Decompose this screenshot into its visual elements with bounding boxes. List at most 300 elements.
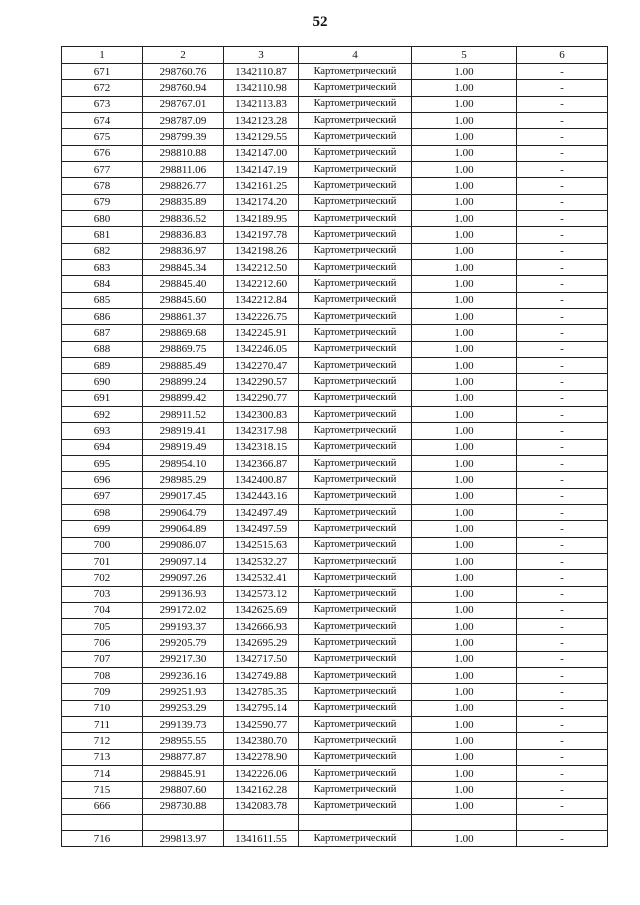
note-cell: -: [517, 782, 608, 798]
point-number-cell: 707: [62, 651, 143, 667]
x-coordinate-cell: 298811.06: [143, 161, 224, 177]
y-coordinate-cell: 1342083.78: [224, 798, 299, 814]
accuracy-cell: 1.00: [412, 798, 517, 814]
table-row: [62, 178, 608, 194]
point-number-cell: 700: [62, 537, 143, 553]
x-coordinate-cell: 299253.29: [143, 700, 224, 716]
y-coordinate-cell: 1342666.93: [224, 619, 299, 635]
note-cell: -: [517, 325, 608, 341]
note-cell: -: [517, 259, 608, 275]
y-coordinate-cell: 1342380.70: [224, 733, 299, 749]
accuracy-cell: 1.00: [412, 406, 517, 422]
point-number-cell: 676: [62, 145, 143, 161]
accuracy-cell: 1.00: [412, 390, 517, 406]
table-row: [62, 733, 608, 749]
table-row: [62, 815, 608, 831]
table-row: [62, 619, 608, 635]
y-coordinate-cell: 1342198.26: [224, 243, 299, 259]
point-number-cell: 697: [62, 488, 143, 504]
column-header: 3: [224, 47, 299, 64]
note-cell: -: [517, 341, 608, 357]
point-number-cell: 684: [62, 276, 143, 292]
note-cell: [517, 815, 608, 831]
note-cell: -: [517, 831, 608, 847]
y-coordinate-cell: 1342317.98: [224, 423, 299, 439]
note-cell: -: [517, 374, 608, 390]
x-coordinate-cell: 298760.94: [143, 80, 224, 96]
note-cell: -: [517, 423, 608, 439]
note-cell: -: [517, 276, 608, 292]
method-cell: Картометрический: [299, 684, 412, 700]
note-cell: -: [517, 602, 608, 618]
table-row: [62, 357, 608, 373]
table-row: [62, 488, 608, 504]
table-row: [62, 798, 608, 814]
method-cell: Картометрический: [299, 112, 412, 128]
table-row: [62, 210, 608, 226]
method-cell: Картометрический: [299, 227, 412, 243]
table-row: [62, 243, 608, 259]
note-cell: -: [517, 684, 608, 700]
accuracy-cell: 1.00: [412, 341, 517, 357]
accuracy-cell: 1.00: [412, 292, 517, 308]
x-coordinate-cell: 299136.93: [143, 586, 224, 602]
y-coordinate-cell: 1342749.88: [224, 668, 299, 684]
note-cell: -: [517, 586, 608, 602]
table-row: [62, 96, 608, 112]
method-cell: Картометрический: [299, 602, 412, 618]
y-coordinate-cell: 1342212.60: [224, 276, 299, 292]
point-number-cell: 690: [62, 374, 143, 390]
table-row: [62, 651, 608, 667]
note-cell: -: [517, 717, 608, 733]
table-row: [62, 749, 608, 765]
point-number-cell: 698: [62, 504, 143, 520]
point-number-cell: 714: [62, 766, 143, 782]
y-coordinate-cell: 1341611.55: [224, 831, 299, 847]
table-row: [62, 112, 608, 128]
x-coordinate-cell: 298836.52: [143, 210, 224, 226]
table-row: [62, 80, 608, 96]
y-coordinate-cell: 1342161.25: [224, 178, 299, 194]
column-header: 6: [517, 47, 608, 64]
method-cell: Картометрический: [299, 668, 412, 684]
accuracy-cell: 1.00: [412, 700, 517, 716]
point-number-cell: 683: [62, 259, 143, 275]
note-cell: -: [517, 243, 608, 259]
x-coordinate-cell: 299193.37: [143, 619, 224, 635]
x-coordinate-cell: 299813.97: [143, 831, 224, 847]
x-coordinate-cell: 299017.45: [143, 488, 224, 504]
method-cell: Картометрический: [299, 194, 412, 210]
table-row: [62, 766, 608, 782]
accuracy-cell: 1.00: [412, 733, 517, 749]
note-cell: -: [517, 129, 608, 145]
point-number-cell: 671: [62, 64, 143, 80]
x-coordinate-cell: 298861.37: [143, 308, 224, 324]
method-cell: Картометрический: [299, 472, 412, 488]
point-number-cell: 673: [62, 96, 143, 112]
note-cell: -: [517, 798, 608, 814]
method-cell: Картометрический: [299, 423, 412, 439]
point-number-cell: 710: [62, 700, 143, 716]
x-coordinate-cell: 298919.49: [143, 439, 224, 455]
accuracy-cell: 1.00: [412, 749, 517, 765]
table-body: [62, 64, 608, 847]
x-coordinate-cell: 298845.34: [143, 259, 224, 275]
method-cell: Картометрический: [299, 553, 412, 569]
method-cell: Картометрический: [299, 700, 412, 716]
table-row: [62, 831, 608, 847]
accuracy-cell: 1.00: [412, 227, 517, 243]
y-coordinate-cell: 1342162.28: [224, 782, 299, 798]
y-coordinate-cell: 1342110.87: [224, 64, 299, 80]
accuracy-cell: 1.00: [412, 423, 517, 439]
x-coordinate-cell: 298836.83: [143, 227, 224, 243]
accuracy-cell: 1.00: [412, 129, 517, 145]
note-cell: -: [517, 570, 608, 586]
x-coordinate-cell: 299205.79: [143, 635, 224, 651]
table-row: [62, 700, 608, 716]
x-coordinate-cell: 298869.68: [143, 325, 224, 341]
y-coordinate-cell: 1342189.95: [224, 210, 299, 226]
note-cell: -: [517, 64, 608, 80]
point-number-cell: 706: [62, 635, 143, 651]
accuracy-cell: 1.00: [412, 276, 517, 292]
x-coordinate-cell: 298836.97: [143, 243, 224, 259]
point-number-cell: 687: [62, 325, 143, 341]
accuracy-cell: 1.00: [412, 488, 517, 504]
table-row: [62, 717, 608, 733]
method-cell: Картометрический: [299, 178, 412, 194]
note-cell: -: [517, 472, 608, 488]
accuracy-cell: 1.00: [412, 586, 517, 602]
x-coordinate-cell: 299086.07: [143, 537, 224, 553]
note-cell: -: [517, 439, 608, 455]
x-coordinate-cell: 299097.14: [143, 553, 224, 569]
y-coordinate-cell: 1342785.35: [224, 684, 299, 700]
accuracy-cell: 1.00: [412, 259, 517, 275]
point-number-cell: 712: [62, 733, 143, 749]
accuracy-cell: 1.00: [412, 782, 517, 798]
table-row: [62, 439, 608, 455]
y-coordinate-cell: 1342717.50: [224, 651, 299, 667]
note-cell: -: [517, 357, 608, 373]
column-header: 1: [62, 47, 143, 64]
table-row: [62, 635, 608, 651]
table-header-row: [62, 47, 608, 64]
point-number-cell: 679: [62, 194, 143, 210]
note-cell: -: [517, 651, 608, 667]
method-cell: Картометрический: [299, 521, 412, 537]
method-cell: Картометрический: [299, 80, 412, 96]
x-coordinate-cell: 298807.60: [143, 782, 224, 798]
x-coordinate-cell: 299217.30: [143, 651, 224, 667]
point-number-cell: 699: [62, 521, 143, 537]
y-coordinate-cell: 1342532.27: [224, 553, 299, 569]
method-cell: Картометрический: [299, 64, 412, 80]
table-row: [62, 341, 608, 357]
table-row: [62, 374, 608, 390]
method-cell: [299, 815, 412, 831]
note-cell: -: [517, 700, 608, 716]
accuracy-cell: 1.00: [412, 521, 517, 537]
point-number-cell: 694: [62, 439, 143, 455]
y-coordinate-cell: 1342290.57: [224, 374, 299, 390]
x-coordinate-cell: [143, 815, 224, 831]
note-cell: -: [517, 161, 608, 177]
note-cell: -: [517, 455, 608, 471]
point-number-cell: 688: [62, 341, 143, 357]
y-coordinate-cell: 1342212.50: [224, 259, 299, 275]
accuracy-cell: 1.00: [412, 194, 517, 210]
point-number-cell: 682: [62, 243, 143, 259]
method-cell: Картометрический: [299, 374, 412, 390]
column-header: 2: [143, 47, 224, 64]
table-row: [62, 472, 608, 488]
y-coordinate-cell: 1342110.98: [224, 80, 299, 96]
y-coordinate-cell: 1342197.78: [224, 227, 299, 243]
y-coordinate-cell: 1342795.14: [224, 700, 299, 716]
point-number-cell: 711: [62, 717, 143, 733]
method-cell: Картометрический: [299, 406, 412, 422]
point-number-cell: 693: [62, 423, 143, 439]
note-cell: -: [517, 194, 608, 210]
method-cell: Картометрический: [299, 145, 412, 161]
point-number-cell: 681: [62, 227, 143, 243]
x-coordinate-cell: 298730.88: [143, 798, 224, 814]
x-coordinate-cell: 298954.10: [143, 455, 224, 471]
note-cell: -: [517, 521, 608, 537]
table-row: [62, 227, 608, 243]
x-coordinate-cell: 298810.88: [143, 145, 224, 161]
x-coordinate-cell: 299236.16: [143, 668, 224, 684]
note-cell: -: [517, 112, 608, 128]
point-number-cell: 716: [62, 831, 143, 847]
method-cell: Картометрический: [299, 651, 412, 667]
x-coordinate-cell: 298767.01: [143, 96, 224, 112]
accuracy-cell: 1.00: [412, 210, 517, 226]
x-coordinate-cell: 299064.89: [143, 521, 224, 537]
table-row: [62, 570, 608, 586]
table-row: [62, 406, 608, 422]
y-coordinate-cell: 1342212.84: [224, 292, 299, 308]
note-cell: -: [517, 488, 608, 504]
method-cell: Картометрический: [299, 96, 412, 112]
accuracy-cell: 1.00: [412, 717, 517, 733]
table-row: [62, 64, 608, 80]
x-coordinate-cell: 298835.89: [143, 194, 224, 210]
table-row: [62, 390, 608, 406]
x-coordinate-cell: 298985.29: [143, 472, 224, 488]
accuracy-cell: 1.00: [412, 619, 517, 635]
method-cell: Картометрический: [299, 570, 412, 586]
note-cell: -: [517, 733, 608, 749]
table-row: [62, 553, 608, 569]
y-coordinate-cell: 1342695.29: [224, 635, 299, 651]
x-coordinate-cell: 299064.79: [143, 504, 224, 520]
x-coordinate-cell: 298899.24: [143, 374, 224, 390]
point-number-cell: 704: [62, 602, 143, 618]
accuracy-cell: 1.00: [412, 668, 517, 684]
point-number-cell: 713: [62, 749, 143, 765]
page-number: 52: [312, 14, 328, 30]
table-row: [62, 276, 608, 292]
y-coordinate-cell: 1342318.15: [224, 439, 299, 455]
accuracy-cell: 1.00: [412, 684, 517, 700]
note-cell: -: [517, 619, 608, 635]
method-cell: Картометрический: [299, 276, 412, 292]
x-coordinate-cell: 298760.76: [143, 64, 224, 80]
note-cell: -: [517, 80, 608, 96]
accuracy-cell: 1.00: [412, 472, 517, 488]
accuracy-cell: 1.00: [412, 537, 517, 553]
point-number-cell: 672: [62, 80, 143, 96]
column-header: 5: [412, 47, 517, 64]
method-cell: Картометрический: [299, 782, 412, 798]
table-row: [62, 259, 608, 275]
point-number-cell: 708: [62, 668, 143, 684]
y-coordinate-cell: 1342245.91: [224, 325, 299, 341]
point-number-cell: 689: [62, 357, 143, 373]
table-row: [62, 586, 608, 602]
accuracy-cell: 1.00: [412, 145, 517, 161]
table-row: [62, 292, 608, 308]
column-header: 4: [299, 47, 412, 64]
y-coordinate-cell: 1342174.20: [224, 194, 299, 210]
method-cell: Картометрический: [299, 325, 412, 341]
point-number-cell: 685: [62, 292, 143, 308]
y-coordinate-cell: 1342113.83: [224, 96, 299, 112]
accuracy-cell: 1.00: [412, 357, 517, 373]
table-row: [62, 423, 608, 439]
accuracy-cell: 1.00: [412, 374, 517, 390]
method-cell: Картометрический: [299, 259, 412, 275]
x-coordinate-cell: 298826.77: [143, 178, 224, 194]
note-cell: -: [517, 227, 608, 243]
note-cell: -: [517, 292, 608, 308]
point-number-cell: 680: [62, 210, 143, 226]
method-cell: Картометрический: [299, 210, 412, 226]
accuracy-cell: 1.00: [412, 112, 517, 128]
note-cell: -: [517, 145, 608, 161]
method-cell: Картометрический: [299, 749, 412, 765]
point-number-cell: 695: [62, 455, 143, 471]
note-cell: -: [517, 308, 608, 324]
accuracy-cell: 1.00: [412, 504, 517, 520]
table-row: [62, 194, 608, 210]
table-row: [62, 521, 608, 537]
note-cell: -: [517, 406, 608, 422]
y-coordinate-cell: 1342532.41: [224, 570, 299, 586]
table-row: [62, 325, 608, 341]
note-cell: -: [517, 178, 608, 194]
y-coordinate-cell: 1342497.49: [224, 504, 299, 520]
accuracy-cell: 1.00: [412, 831, 517, 847]
y-coordinate-cell: 1342625.69: [224, 602, 299, 618]
method-cell: Картометрический: [299, 341, 412, 357]
method-cell: Картометрический: [299, 243, 412, 259]
table-row: [62, 129, 608, 145]
method-cell: Картометрический: [299, 292, 412, 308]
table-row: [62, 504, 608, 520]
point-number-cell: 674: [62, 112, 143, 128]
point-number-cell: 696: [62, 472, 143, 488]
x-coordinate-cell: 298869.75: [143, 341, 224, 357]
table-row: [62, 145, 608, 161]
accuracy-cell: 1.00: [412, 325, 517, 341]
point-number-cell: 692: [62, 406, 143, 422]
y-coordinate-cell: 1342573.12: [224, 586, 299, 602]
method-cell: Картометрический: [299, 504, 412, 520]
y-coordinate-cell: 1342300.83: [224, 406, 299, 422]
method-cell: Картометрический: [299, 455, 412, 471]
accuracy-cell: 1.00: [412, 178, 517, 194]
accuracy-cell: 1.00: [412, 308, 517, 324]
table-row: [62, 782, 608, 798]
point-number-cell: 691: [62, 390, 143, 406]
note-cell: -: [517, 504, 608, 520]
y-coordinate-cell: 1342497.59: [224, 521, 299, 537]
y-coordinate-cell: 1342226.75: [224, 308, 299, 324]
x-coordinate-cell: 299172.02: [143, 602, 224, 618]
table-row: [62, 537, 608, 553]
point-number-cell: 715: [62, 782, 143, 798]
method-cell: Картометрический: [299, 635, 412, 651]
point-number-cell: 666: [62, 798, 143, 814]
note-cell: -: [517, 210, 608, 226]
x-coordinate-cell: 298877.87: [143, 749, 224, 765]
point-number-cell: 705: [62, 619, 143, 635]
x-coordinate-cell: 299097.26: [143, 570, 224, 586]
method-cell: Картометрический: [299, 717, 412, 733]
point-number-cell: 702: [62, 570, 143, 586]
table-row: [62, 161, 608, 177]
note-cell: -: [517, 390, 608, 406]
table-row: [62, 668, 608, 684]
accuracy-cell: 1.00: [412, 243, 517, 259]
x-coordinate-cell: 298799.39: [143, 129, 224, 145]
point-number-cell: 701: [62, 553, 143, 569]
x-coordinate-cell: 298787.09: [143, 112, 224, 128]
method-cell: Картометрический: [299, 586, 412, 602]
accuracy-cell: 1.00: [412, 455, 517, 471]
point-number-cell: [62, 815, 143, 831]
table-row: [62, 684, 608, 700]
coordinates-table: [61, 46, 608, 847]
method-cell: Картометрический: [299, 733, 412, 749]
table-row: [62, 308, 608, 324]
y-coordinate-cell: 1342443.16: [224, 488, 299, 504]
y-coordinate-cell: 1342147.19: [224, 161, 299, 177]
point-number-cell: 686: [62, 308, 143, 324]
accuracy-cell: 1.00: [412, 766, 517, 782]
x-coordinate-cell: 298845.40: [143, 276, 224, 292]
x-coordinate-cell: 298845.91: [143, 766, 224, 782]
note-cell: -: [517, 635, 608, 651]
method-cell: Картометрический: [299, 831, 412, 847]
x-coordinate-cell: 299139.73: [143, 717, 224, 733]
note-cell: -: [517, 537, 608, 553]
y-coordinate-cell: 1342147.00: [224, 145, 299, 161]
point-number-cell: 703: [62, 586, 143, 602]
accuracy-cell: 1.00: [412, 161, 517, 177]
method-cell: Картометрический: [299, 766, 412, 782]
method-cell: Картометрический: [299, 798, 412, 814]
y-coordinate-cell: [224, 815, 299, 831]
x-coordinate-cell: 298955.55: [143, 733, 224, 749]
accuracy-cell: 1.00: [412, 439, 517, 455]
